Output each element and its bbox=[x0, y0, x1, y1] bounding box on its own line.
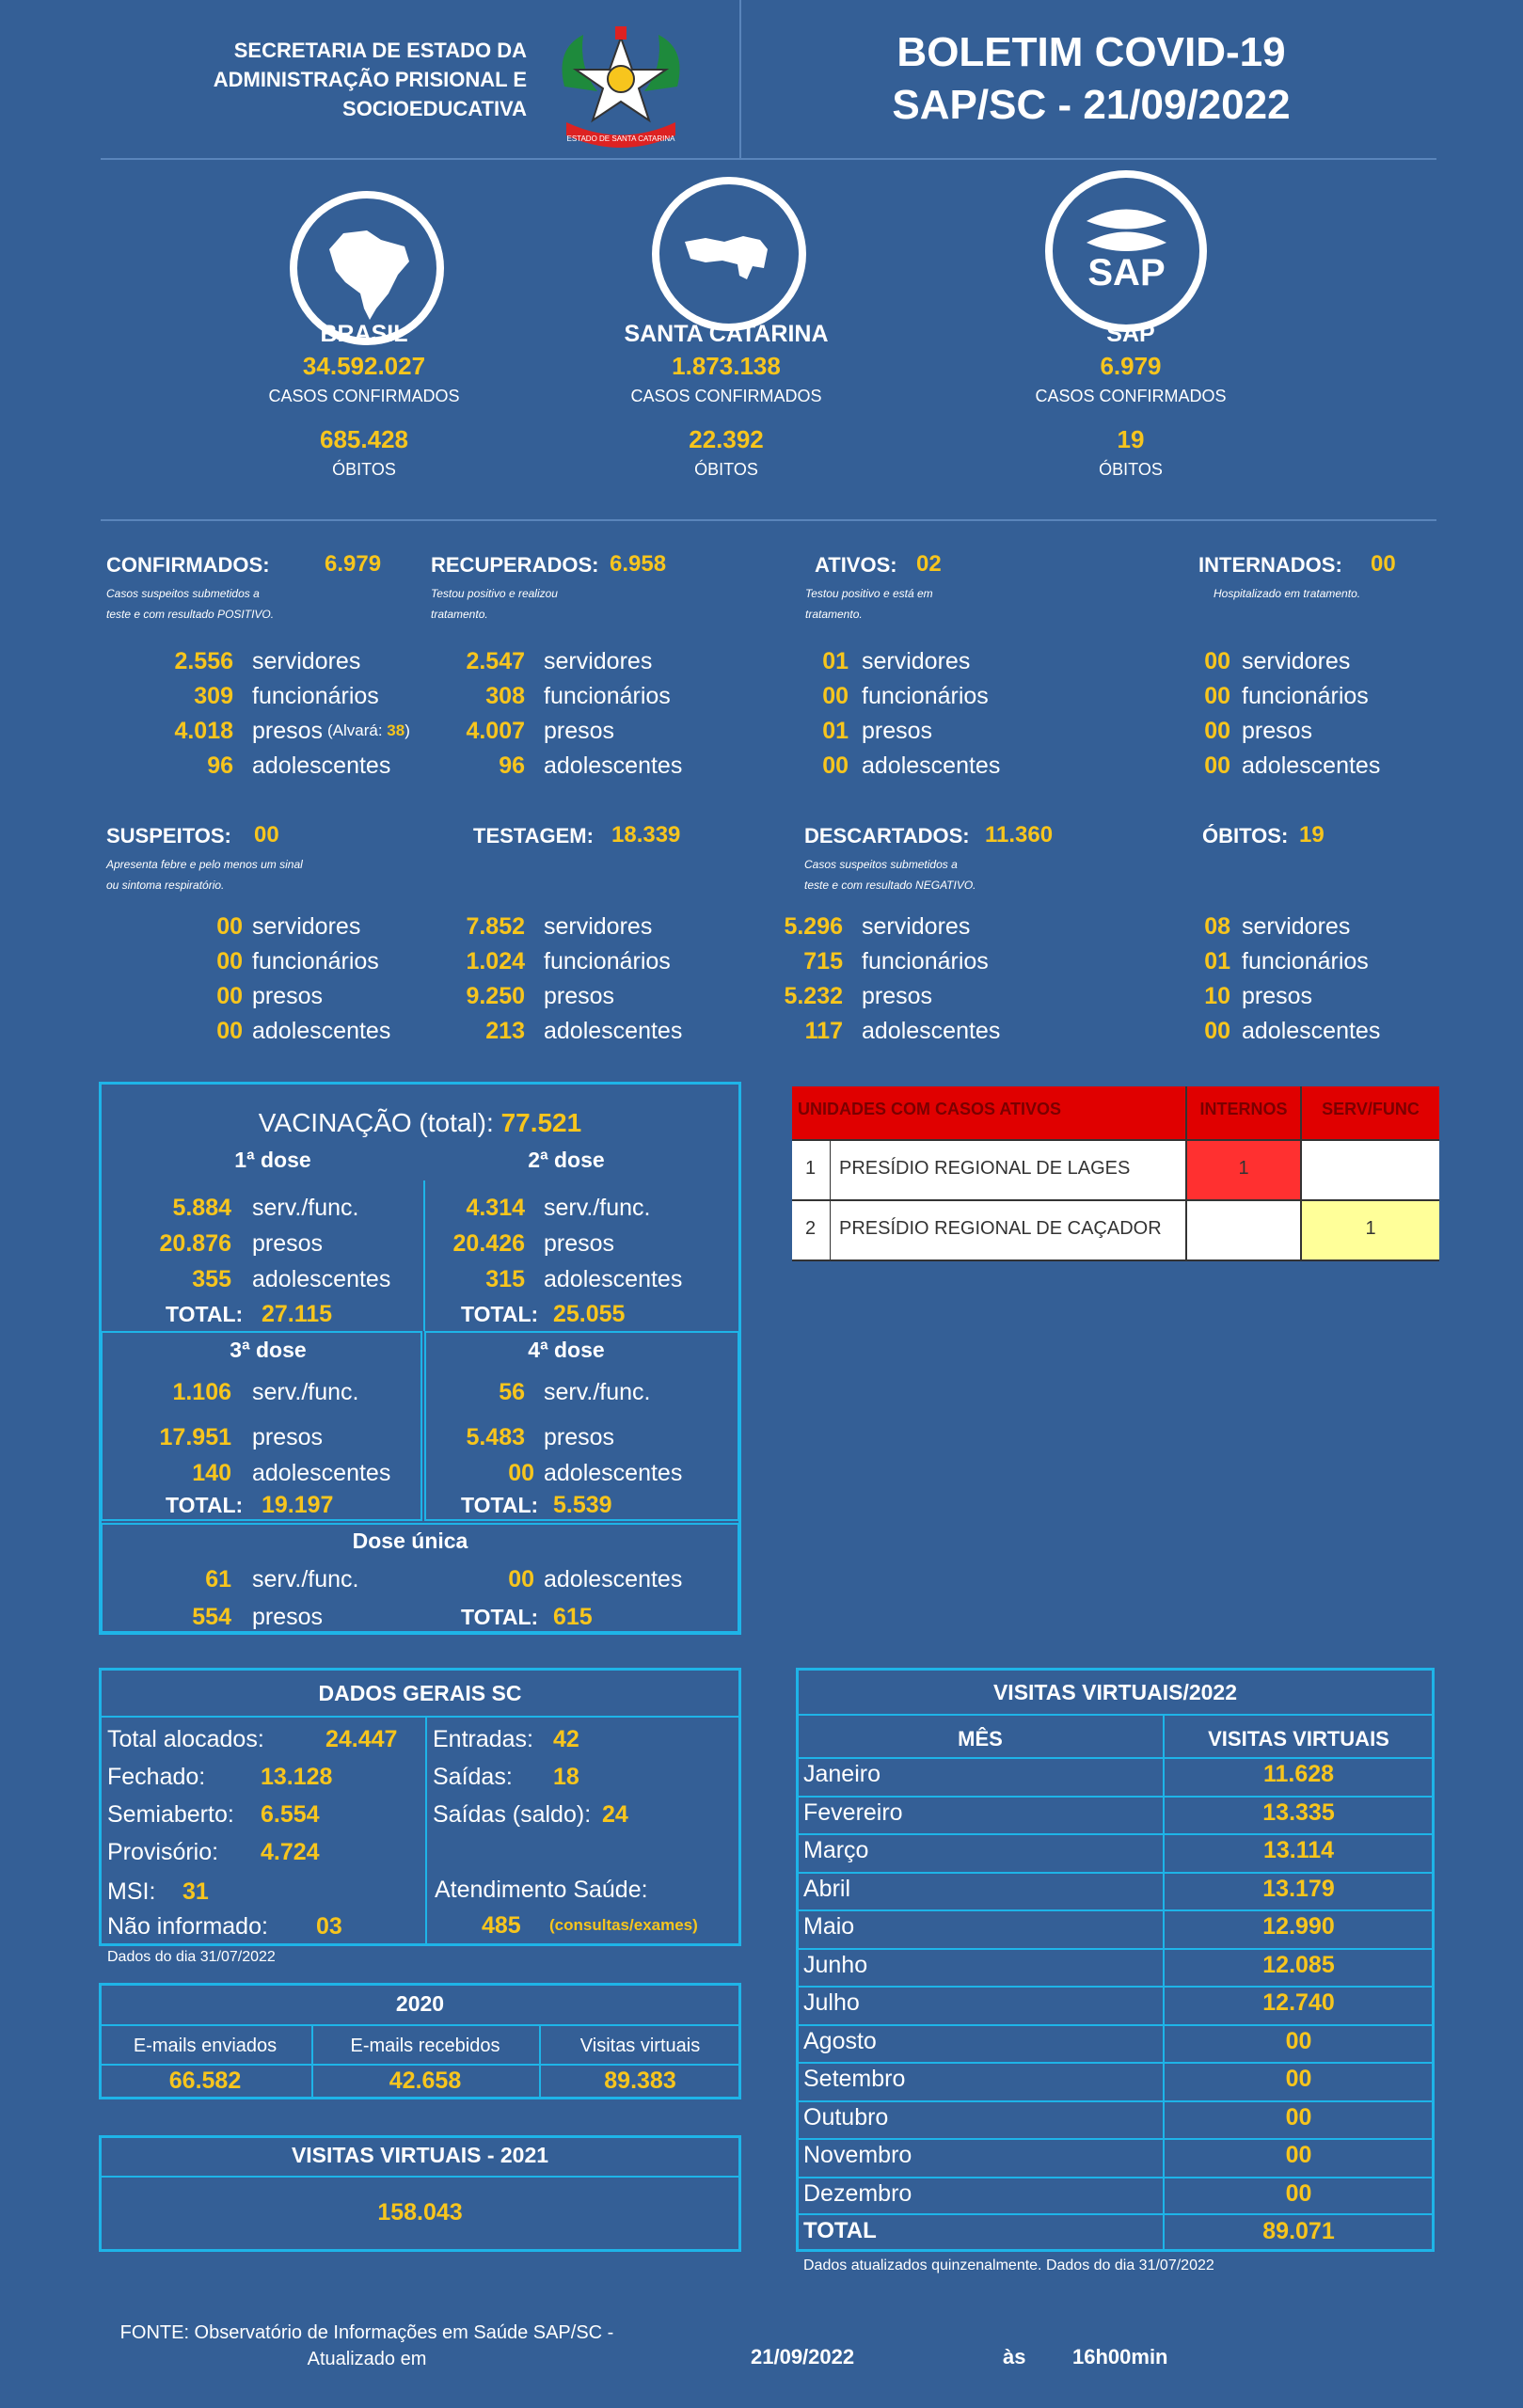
emails-sent-value: 66.582 bbox=[168, 2067, 242, 2094]
stat-descartados: DESCARTADOS: 11.360 Casos suspeitos submetidos a teste e com resultado NEGATIVO. bbox=[804, 822, 1054, 892]
region-name: SANTA CATARINA bbox=[624, 321, 829, 347]
state-seal-icon bbox=[546, 21, 696, 152]
santa-catarina-map-icon bbox=[649, 174, 809, 334]
sap-logo-text: SAP bbox=[1087, 252, 1166, 293]
footer-date: 21/09/2022 bbox=[751, 2345, 855, 2368]
seal-text: ESTADO DE SANTA CATARINA bbox=[566, 135, 675, 143]
stat-recuperados: RECUPERADOS: 6.958 Testou positivo e realizou tratamento. bbox=[431, 551, 667, 621]
visits-2022-total: 89.071 bbox=[1262, 2218, 1335, 2244]
region-deaths: 685.428 bbox=[320, 425, 408, 453]
region-deaths-label: ÓBITOS bbox=[694, 460, 758, 479]
panel-2021-value: 158.043 bbox=[377, 2199, 463, 2226]
stat-testagem: TESTAGEM: 18.339 bbox=[473, 822, 681, 848]
month-visits: 00 bbox=[1285, 2180, 1312, 2207]
emails-received-label: E-mails recebidos bbox=[350, 2036, 500, 2056]
header-divider bbox=[739, 0, 741, 158]
month-visits: 12.085 bbox=[1262, 1952, 1335, 1978]
month-label: Outubro bbox=[803, 2104, 889, 2131]
month-label: Setembro bbox=[803, 2066, 906, 2092]
month-visits: 13.179 bbox=[1262, 1876, 1335, 1902]
col-header-visits: VISITAS VIRTUAIS bbox=[1208, 1727, 1389, 1751]
month-label: Dezembro bbox=[803, 2180, 912, 2207]
region-cases-label: CASOS CONFIRMADOS bbox=[630, 387, 822, 405]
month-visits: 13.335 bbox=[1262, 1799, 1335, 1826]
footer-as: às bbox=[1003, 2345, 1026, 2368]
month-label: Maio bbox=[803, 1913, 855, 1940]
stat-obitos: ÓBITOS: 19 bbox=[1202, 822, 1325, 848]
stat-ativos: ATIVOS: 02 Testou positivo e está em tratamento. bbox=[805, 551, 942, 621]
brazil-region bbox=[282, 188, 452, 339]
region-cases-label: CASOS CONFIRMADOS bbox=[1035, 387, 1227, 405]
table-header-units: UNIDADES COM CASOS ATIVOS bbox=[798, 1100, 1062, 1118]
month-visits: 00 bbox=[1285, 2066, 1312, 2092]
region-sc bbox=[585, 318, 867, 483]
footer-source: FONTE: Observatório de Informações em Saúde SAP/SC - Atualizado em bbox=[119, 2322, 614, 2369]
visits-2022-total-label: TOTAL bbox=[803, 2218, 877, 2243]
virtual-visits-label: Visitas virtuais bbox=[579, 2036, 701, 2056]
month-visits: 00 bbox=[1285, 2104, 1312, 2131]
region-deaths-label: ÓBITOS bbox=[332, 460, 396, 479]
sap-region bbox=[1044, 169, 1214, 320]
region-rule bbox=[101, 519, 1436, 521]
dose3-total: TOTAL: 19.197 bbox=[166, 1492, 334, 1518]
month-visits: 00 bbox=[1285, 2028, 1312, 2054]
region-cases-label: CASOS CONFIRMADOS bbox=[268, 387, 460, 405]
dose2-total: TOTAL: 25.055 bbox=[461, 1301, 626, 1327]
dose3-title: 3ª dose bbox=[230, 1338, 307, 1362]
dose1-title: 1ª dose bbox=[234, 1148, 311, 1172]
org-name: SECRETARIA DE ESTADO DA ADMINISTRAÇÃO PRISIONAL E SOCIOEDUCATIVA bbox=[213, 39, 527, 120]
active-units-table: UNIDADES COM CASOS ATIVOS INTERNOS SERV/FUNC 1 PRESÍDIO REGIONAL DE LAGES 1 2 PRESÍDIO REGIONAL DE CAÇADOR 1 bbox=[792, 1086, 1439, 1261]
month-label: Julho bbox=[803, 1989, 860, 2016]
dose4-total: TOTAL: 5.539 bbox=[461, 1492, 612, 1518]
month-label: Junho bbox=[803, 1952, 868, 1978]
month-visits: 11.628 bbox=[1262, 1761, 1335, 1787]
region-deaths: 19 bbox=[1117, 425, 1145, 453]
month-label: Novembro bbox=[803, 2142, 912, 2168]
visits-2022-footnote: Dados atualizados quinzenalmente. Dados do dia 31/07/2022 bbox=[803, 2258, 1214, 2273]
panel-2020-title: 2020 bbox=[395, 1991, 445, 2016]
emails-received-value: 42.658 bbox=[389, 2067, 462, 2094]
month-label: Março bbox=[803, 1837, 869, 1863]
panel-2021-title: VISITAS VIRTUAIS - 2021 bbox=[291, 2143, 549, 2167]
dados-gerais-title: DADOS GERAIS SC bbox=[318, 1681, 522, 1705]
region-cases: 34.592.027 bbox=[302, 352, 426, 380]
month-label: Abril bbox=[803, 1876, 851, 1902]
page-title: BOLETIM COVID-19 SAP/SC - 21/09/2022 bbox=[892, 29, 1291, 128]
table-header-serv: SERV/FUNC bbox=[1322, 1100, 1420, 1118]
month-visits: 12.990 bbox=[1262, 1913, 1335, 1940]
region-name: SAP bbox=[1106, 321, 1155, 347]
emails-sent-label: E-mails enviados bbox=[133, 2036, 278, 2056]
santa-catarina-region bbox=[647, 174, 817, 325]
dose-unica-total: TOTAL: 615 bbox=[461, 1604, 593, 1630]
region-deaths-label: ÓBITOS bbox=[1099, 460, 1163, 479]
header-rule bbox=[101, 158, 1436, 160]
month-label: Fevereiro bbox=[803, 1799, 903, 1826]
region-cases: 6.979 bbox=[1100, 352, 1162, 380]
table-header-internos: INTERNOS bbox=[1199, 1100, 1288, 1118]
visits-2022-title: VISITAS VIRTUAIS/2022 bbox=[992, 1680, 1238, 1704]
footer-time: 16h00min bbox=[1072, 2345, 1168, 2368]
region-sap bbox=[990, 318, 1272, 483]
col-header-month: MÊS bbox=[958, 1727, 1003, 1751]
stat-suspeitos: SUSPEITOS: 00 Apresenta febre e pelo menos um sinal ou sintoma respiratório. bbox=[106, 822, 303, 892]
region-brasil bbox=[223, 318, 505, 483]
month-visits: 00 bbox=[1285, 2142, 1312, 2168]
dados-gerais-footnote: Dados do dia 31/07/2022 bbox=[107, 1949, 276, 1965]
region-name: BRASIL bbox=[320, 321, 408, 347]
month-visits: 13.114 bbox=[1262, 1837, 1335, 1863]
dose4-title: 4ª dose bbox=[528, 1338, 605, 1362]
stat-confirmados: CONFIRMADOS: 6.979 Casos suspeitos submetidos a teste e com resultado POSITIVO. bbox=[106, 551, 382, 621]
dose-unica-title: Dose única bbox=[352, 1529, 468, 1553]
virtual-visits-value: 89.383 bbox=[604, 2067, 676, 2094]
month-visits: 12.740 bbox=[1262, 1989, 1335, 2016]
dose1-total: TOTAL: 27.115 bbox=[166, 1301, 333, 1327]
month-label: Agosto bbox=[803, 2028, 877, 2054]
vaccination-title: VACINAÇÃO (total): 77.521 bbox=[258, 1108, 582, 1137]
region-cases: 1.873.138 bbox=[672, 352, 781, 380]
region-deaths: 22.392 bbox=[689, 425, 764, 453]
dose2-title: 2ª dose bbox=[528, 1148, 605, 1172]
month-label: Janeiro bbox=[803, 1761, 880, 1787]
stat-internados: INTERNADOS: 00 Hospitalizado em tratamento. bbox=[1198, 551, 1396, 600]
